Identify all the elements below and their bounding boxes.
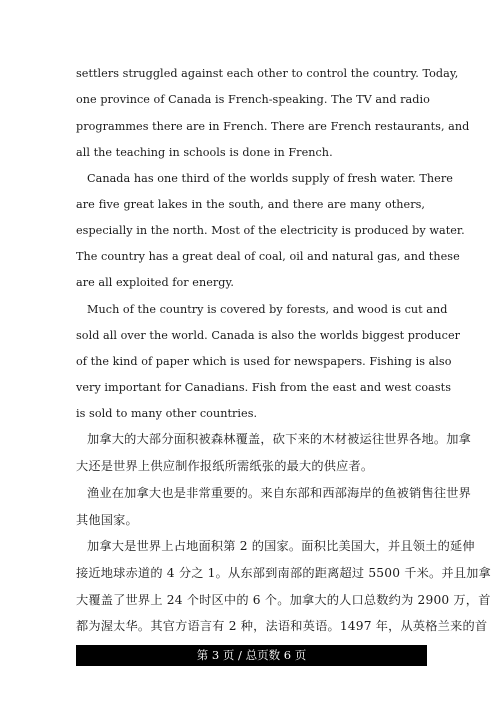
paragraph-3-line-3: of the kind of paper which is used for newspapers. Fishing is also: [76, 355, 452, 368]
paragraph-6-line-4: 都为渥太华。其官方语言有 2 种，法语和英语。1497 年，从英格兰来的首: [76, 619, 488, 633]
paragraph-2-line-2: are five great lakes in the south, and there are many others,: [76, 198, 425, 211]
paragraph-2-line-1: Canada has one third of the worlds supply of fresh water. There: [87, 172, 453, 185]
paragraph-2-line-3: especially in the north. Most of the electricity is produced by water.: [76, 224, 465, 237]
paragraph-2-line-4: The country has a great deal of coal, oil and natural gas, and these: [76, 250, 460, 263]
paragraph-5-line-1: 渔业在加拿大也是非常重要的。来自东部和西部海岸的鱼被销售往世界: [87, 486, 472, 500]
paragraph-3-line-2: sold all over the world. Canada is also the worlds biggest producer: [76, 329, 461, 342]
paragraph-1-line-3: programmes there are in French. There are French restaurants, and: [76, 120, 470, 133]
paragraph-1-line-2: one province of Canada is French-speaking. The TV and radio: [76, 93, 430, 106]
paragraph-6-line-3: 大覆盖了世界上 24 个时区中的 6 个。加拿大的人口总数约为 2900 万，首: [76, 593, 491, 607]
paragraph-5-line-2: 其他国家。: [76, 513, 138, 527]
paragraph-4-line-1: 加拿大的大部分面积被森林覆盖，砍下来的木材被运往世界各地。加拿: [87, 432, 472, 446]
paragraph-3-line-1: Much of the country is covered by forests, and wood is cut and: [87, 303, 448, 316]
paragraph-6-line-1: 加拿大是世界上占地面积第 2 的国家。面积比美国大，并且领土的延伸: [87, 539, 475, 553]
paragraph-2-line-5: are all exploited for energy.: [76, 276, 234, 289]
paragraph-3-line-5: is sold to many other countries.: [76, 407, 258, 420]
paragraph-4-line-2: 大还是世界上供应制作报纸所需纸张的最大的供应者。: [76, 459, 374, 473]
paragraph-6-line-2: 接近地球赤道的 4 分之 1。从东部到南部的距离超过 5500 千米。并且加拿: [76, 566, 491, 580]
page-number-footer: 第 3 页 / 总页数 6 页: [76, 645, 427, 666]
paragraph-1-line-1: settlers struggled against each other to control the country. Today,: [76, 67, 459, 80]
paragraph-3-line-4: very important for Canadians. Fish from the east and west coasts: [76, 381, 451, 394]
paragraph-1-line-4: all the teaching in schools is done in French.: [76, 146, 333, 159]
